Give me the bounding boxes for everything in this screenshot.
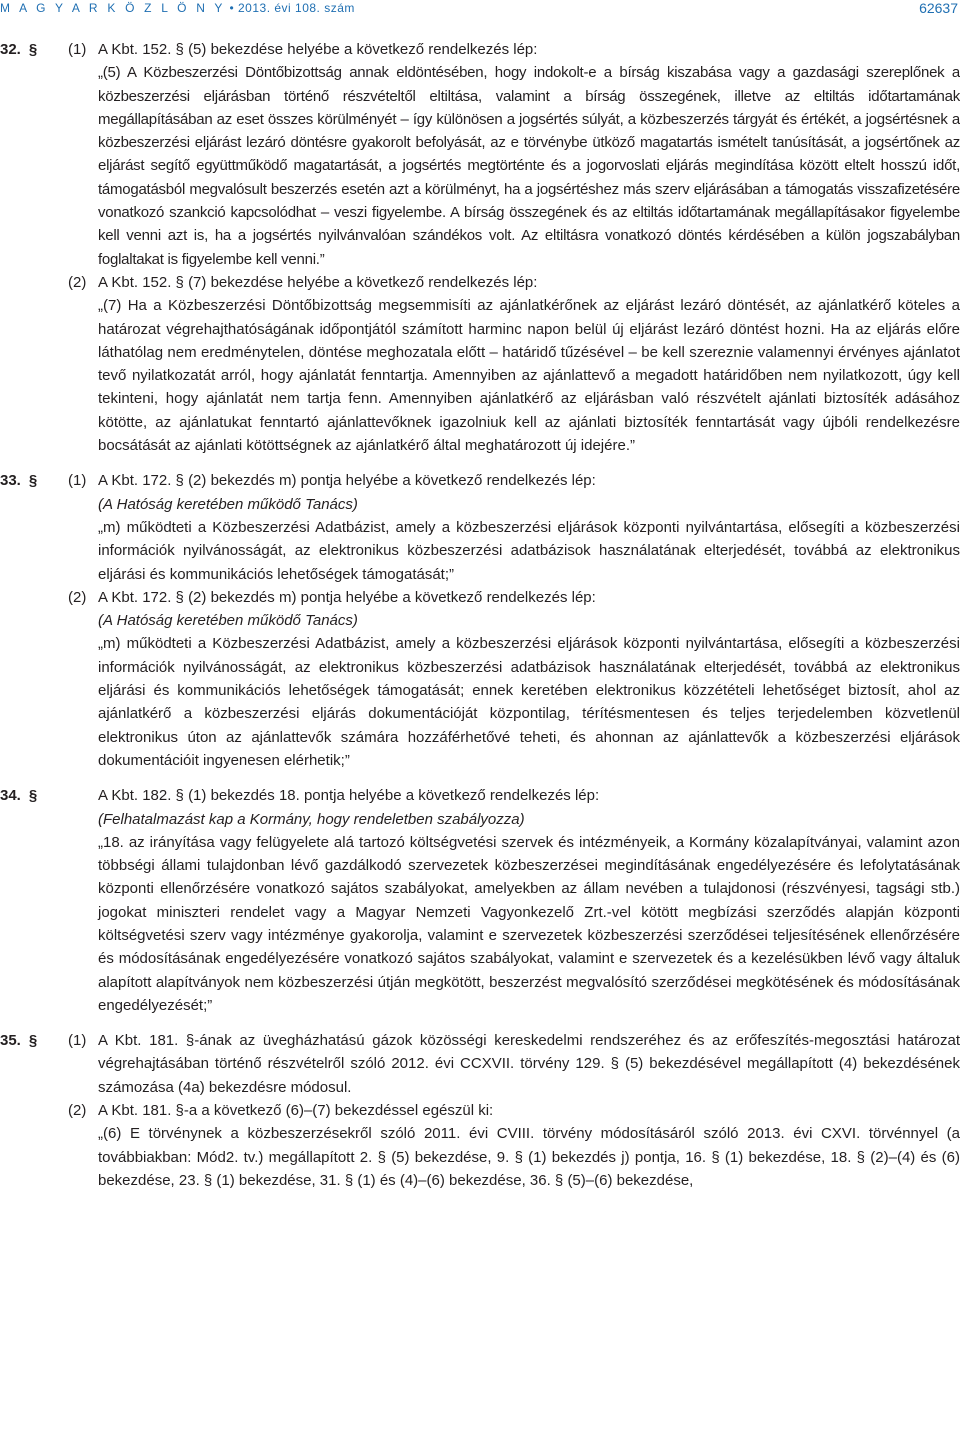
section-number-text: 32. — [0, 41, 21, 58]
paragraph-1 — [0, 38, 960, 271]
section-mark: § — [28, 787, 38, 805]
context-heading: (A Hatóság keretében működő Tanács) — [98, 612, 358, 630]
paragraph-label: (2) — [68, 273, 87, 291]
paragraph-body — [98, 1029, 960, 1099]
amendment-text: „18. az irányítása vagy felügyelete alá tartozó költségvetési szervek és intézményeik, a Kormány közalapítványai, valamint azon többségi állami tulajdonban lévő gazdálkodó szervezetek közbeszerzései megindításának engedélyezésére és lefolytatásának központi ellenőrzésére vonatkozó sajátos szabályokat, amelyekben az állam nevében a tulajdonosi (részvényesi, tagsági stb.) jogokat miniszteri rendelet vagy a Magyar Nemzeti Vagyonkezelő Zrt.-vel kötött megbízási szerződés alapján központi költségvetési szerv vagy intézménye gyakorolja, valamint e szervezetek közbeszerzési szerződései teljesítésének ellenőrzésére és módosításának engedélyezésére vonatkozó sajátos szabályokat, valamint e szervezetek és a kezelésükben lévő vagy általuk alapított alapítványok nem közbeszerzési útján megkötött, beszerzést megvalósító szerződései megkötésének és módosításának engedélyezését;” — [98, 833, 960, 1014]
section-35 — [0, 1029, 960, 1192]
paragraph-1 — [0, 1029, 960, 1099]
paragraph-label: (2) — [68, 588, 87, 606]
paragraph-body — [98, 1099, 960, 1192]
paragraph-body — [98, 271, 960, 457]
section-mark: § — [28, 472, 38, 490]
paragraph — [0, 784, 960, 1017]
paragraph-body — [98, 586, 960, 772]
section-34 — [0, 784, 960, 1017]
journal-title — [0, 0, 355, 16]
paragraph-body — [98, 784, 960, 1017]
amendment-text: „m) működteti a Közbeszerzési Adatbázist, amely a közbeszerzési eljárások központi nyilvántartása, elősegíti a közbeszerzési információk nyilvánosságát, az elektronikus közbeszerzési adatbázisok használatának elterjedését, továbbá az elektronikus eljárási és kommunikációs lehetőségek támogatását; ennek keretében elektronikus közzétételi lehetőséget biztosít, ahol az ajánlatkérő a közbeszerzési eljárás dokumentációját központilag, térítésmentesen és teljes terjedelemben közvetlenül elektronikus úton az ajánlattevők számára hozzáférhetővé teheti, és ahonnan az ajánlattevők a közbeszerzési eljárások dokumentációit ingyenesen elérhetik;” — [98, 635, 960, 769]
page-number: 62637 — [919, 0, 958, 16]
paragraph-1 — [0, 469, 960, 585]
context-heading: (Felhatalmazást kap a Kormány, hogy rendeletben szabályozza) — [98, 810, 525, 828]
amendment-text: „m) működteti a Közbeszerzési Adatbázist, amely a közbeszerzési eljárások központi nyilvántartása, elősegíti a közbeszerzési információk nyilvánosságát, az elektronikus közbeszerzési adatbázisok használatának elterjedését, továbbá az elektronikus eljárási és kommunikációs lehetőségek támogatását;” — [98, 518, 960, 583]
section-number-text: 33. — [0, 472, 21, 490]
section-number-text: 34. — [0, 787, 21, 805]
paragraph-2 — [0, 271, 960, 457]
paragraph-label: (1) — [68, 1032, 87, 1050]
section-number-text: 35. — [0, 1032, 21, 1050]
amendment-text: „(5) A Közbeszerzési Döntőbizottság annak eldöntésében, hogy indokolt-e a bírság kiszabása vagy a gazdasági szereplőnek a közbeszerzési eljárásban történő részvételtől eltiltása, valamint a bírság összegének, illetve az eltiltás időtartamának megállapításában az eset összes körülményét – így különösen a jogsértés súlyát, a közbeszerzés tárgyát és értékét, a jogsértésnek a közbeszerzési eljárást lezáró döntésre gyakorolt befolyását, az e törvénybe ütköző magatartás ismételt tanúsítását, a jogsértőnek az eljárást segítő együttműködő magatartását, a jogsértés megtörténte és a jogorvoslati eljárás megindítása között eltelt hosszú időt, támogatásból megvalósult beszerzés esetén azt a körülményt, ha a jogsértéshez más szerv eljárásában a támogatás visszafizetésére vonatkozó szankció kapcsolódhat – veszi figyelembe. A bírság összegének és az eltiltás időtartamának megállapításakor figyelembe kell venni azt is, ha a jogsértés nyilvánvalóan szándékos volt. Az eltiltásra vonatkozó döntés kérdésében a külön jogszabályban foglaltakat is figyelembe kell venni.” — [98, 64, 960, 268]
paragraph-2 — [0, 1099, 960, 1192]
amendment-intro: A Kbt. 172. § (2) bekezdés m) pontja helyébe a következő rendelkezés lép: — [98, 472, 596, 490]
amendment-intro: A Kbt. 172. § (2) bekezdés m) pontja helyébe a következő rendelkezés lép: — [98, 588, 596, 606]
paragraph-label: (1) — [68, 41, 87, 58]
paragraph-label: (1) — [68, 472, 87, 490]
section-33 — [0, 469, 960, 772]
paragraph-label: (2) — [68, 1102, 87, 1120]
page-header — [0, 0, 960, 24]
amendment-text: „(7) Ha a Közbeszerzési Döntőbizottság megsemmisíti az ajánlatkérőnek az eljárást lezáró döntését, az ajánlatkérő köteles a határozat végrehajthatóságának időpontjától számított harminc napon belül új eljárást lezáró döntést hozni. Ha az eljárás előre láthatólag nem eredménytelen, döntése meghozatala előtt – határidő tűzésével – be kell szereznie valamennyi érvényes ajánlatot tevő nyilatkozatát arról, hogy ajánlatát fenntartja. Amennyiben az ajánlattevő a megadott határidőben nem nyilatkozott, úgy kell tekinteni, hogy ajánlatát nem tartja fenn. Amennyiben ajánlatkérő az eljárásban való részvételt ajánlati biztosíték adásához kötötte, az ajánlatukat fenntartó ajánlattevőknek igazolniuk kell az ajánlati biztosíték fenntartását vagy újbóli rendelkezésre bocsátását az ajánlati kötöttségnek az ajánlatkérő által meghatározott új idejére.” — [98, 297, 960, 455]
amendment-intro: A Kbt. 152. § (7) bekezdése helyébe a következő rendelkezés lép: — [98, 273, 538, 291]
amendment-text: A Kbt. 181. §-ának az üvegházhatású gázok közösségi kereskedelmi rendszeréhez és az erőfeszítés-megosztási határozat végrehajtásában történő részvételről szóló 2012. évi CCXVII. törvény 129. § (5) bekezdésével megállapított (4) bekezdésének számozása (4a) bekezdésre módosul. — [98, 1032, 960, 1096]
paragraph-2 — [0, 586, 960, 772]
paragraph-body — [98, 38, 960, 271]
journal-name: M A G Y A R K Ö Z L Ö N Y — [0, 1, 226, 15]
section-mark: § — [28, 1032, 38, 1050]
amendment-intro: A Kbt. 181. §-a a következő (6)–(7) bekezdéssel egészül ki: — [98, 1102, 494, 1120]
paragraph-body — [98, 469, 960, 585]
amendment-text: „(6) E törvénynek a közbeszerzésekről szóló 2011. évi CVIII. törvény módosításáról szóló 2013. évi CXVI. törvénnyel (a továbbiakban: Mód2. tv.) megállapított 2. § (5) bekezdése, 9. § (1) bekezdés j) pontja, 16. § (1) bekezdése, 18. § (2)–(4) és (6) bekezdése, 23. § (1) bekezdése, 31. § (1) és (4)–(6) bekezdése, 36. § (5)–(6) bekezdése, — [98, 1125, 960, 1189]
context-heading: (A Hatóság keretében működő Tanács) — [98, 495, 358, 513]
section-32 — [0, 38, 960, 457]
amendment-intro: A Kbt. 182. § (1) bekezdés 18. pontja helyébe a következő rendelkezés lép: — [98, 787, 600, 805]
amendment-intro: A Kbt. 152. § (5) bekezdése helyébe a következő rendelkezés lép: — [98, 41, 538, 58]
section-mark: § — [28, 41, 38, 58]
journal-issue: • 2013. évi 108. szám — [225, 1, 355, 15]
document-body — [0, 38, 960, 1212]
